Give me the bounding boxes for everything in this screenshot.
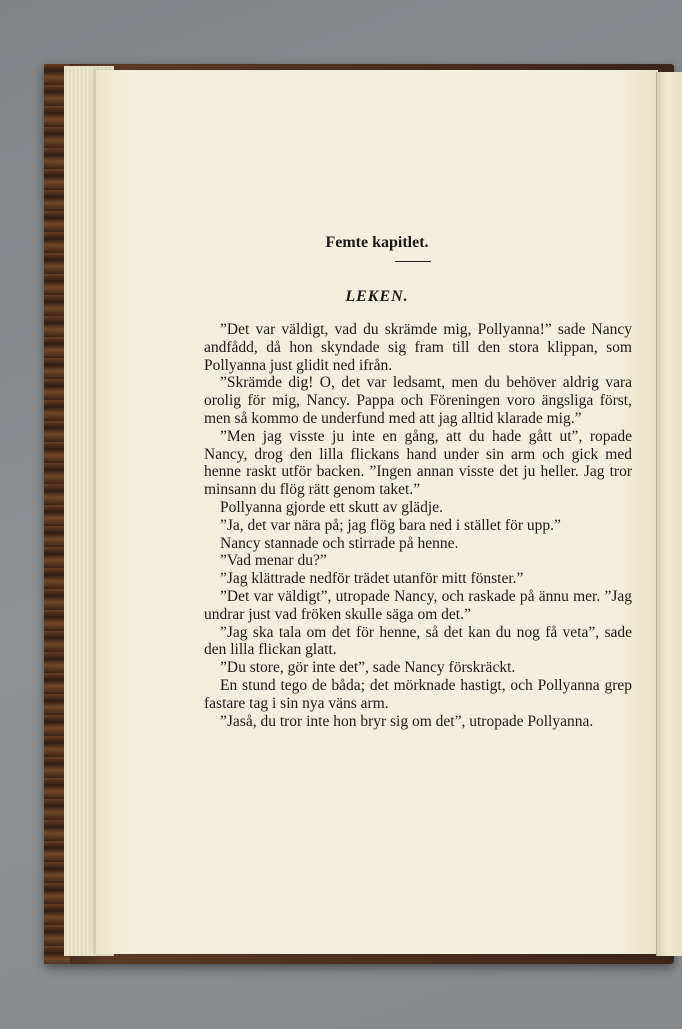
- chapter-title: LEKEN.: [345, 288, 409, 305]
- paragraph: ”Ja, det var nära på; jag flög bara ned i stället för upp.”: [220, 516, 561, 534]
- paragraph: ”Du store, gör inte det”, sade Nancy förskräckt.: [220, 659, 516, 677]
- paragraph: ”Skrämde dig! O, det var ledsamt, men du behöver aldrig vara orolig för mig, Nancy. Pappa och Föreningen voro ängsliga först, men så kommo de underfund med att jag alltid klarade mig.”: [204, 374, 632, 427]
- chapter-heading: Femte kapitlet.: [325, 234, 429, 251]
- facing-page-edge: [656, 72, 682, 956]
- paragraph: ”Det var väldigt”, utropade Nancy, och raskade på ännu mer. ”Jag undrar just vad fröken skulle säga om det.”: [204, 587, 632, 623]
- heading-divider: [395, 261, 431, 262]
- paragraph: ”Jag ska tala om det för henne, så det kan du nog få veta”, sade den lilla flickan glatt.: [204, 623, 632, 659]
- paragraph: Nancy stannade och stirrade på henne.: [220, 534, 459, 552]
- paragraph: ”Men jag visste ju inte en gång, att du hade gått ut”, ropade Nancy, drog den lilla flickans hand under sin arm och gick med henne raskt utför backen. ”Ingen annan visste det ju heller. Jag tror minsann du flög rätt genom taket.”: [204, 427, 632, 499]
- paragraph: ”Jag klättrade nedför trädet utanför mitt fönster.”: [220, 570, 524, 588]
- paragraph: Pollyanna gjorde ett skutt av glädje.: [220, 498, 443, 516]
- paragraph: ”Jaså, du tror inte hon bryr sig om det”, utropade Pollyanna.: [220, 712, 594, 730]
- paragraph: En stund tego de båda; det mörknade hastigt, och Pollyanna grep fastare tag i sin nya väns arm.: [204, 676, 632, 712]
- paragraph: ”Det var väldigt, vad du skrämde mig, Pollyanna!” sade Nancy andfådd, då hon skyndade sig fram till den stora klippan, som Pollyanna just glidit ned ifrån.: [204, 321, 632, 374]
- body-text: [204, 321, 632, 730]
- paragraph: ”Vad menar du?”: [220, 552, 327, 570]
